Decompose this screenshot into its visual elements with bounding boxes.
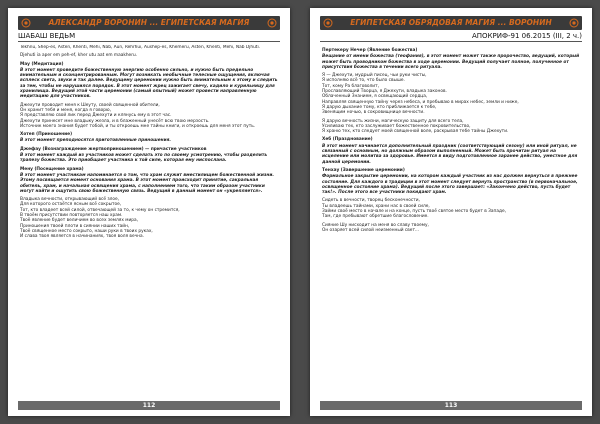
verse-line: Я исполняю всё то, что было свыше. <box>322 78 405 84</box>
verse-line: Облаченный Знанием, я освещающий сердца, <box>322 94 428 100</box>
ornament-icon <box>569 18 579 28</box>
verse-line: Я представляю свой лик перед Джехути и клянусь ему в этот час. <box>20 113 172 119</box>
ornament-icon <box>267 18 277 28</box>
verse-line: Сияние Шу нисходит на меня во славу твоему, <box>322 222 429 228</box>
verse-block <box>322 198 580 219</box>
instruction-paragraph: В этот момент участникам напоминается о том, что храм служит вместилищем божественной жизни. Этому посвящается момент основания храма. В этот момент происходит принятие, сакральная обитель, храм, и начальная освящения храма, с наполнением того, что таким образом участники могут найти и ощутить свою божественную связь. Ведущий в данный момент он «укрепляется». <box>20 172 275 194</box>
verse-line: Он озаряет всей силой неизменный свет... <box>322 227 420 233</box>
verse-line: В твоём присутствии повторяется наш храм. <box>20 213 123 219</box>
verse-line: Я — Джехути, мудрый писец, чьи руки чисты, <box>322 73 427 79</box>
section-heading: Тенхау (Завершение церемонии) <box>322 167 405 173</box>
instruction-paragraph: В этот момент каждый из участников может сделать это по своему усмотрению, чтобы разделить трапезу божества. Это приобщает участника к той силе, которая ему ниспослана. <box>20 153 268 164</box>
section-heading: Хеб (Празднование) <box>322 137 373 143</box>
verse-line: Джехути проводит меня к Шеуту, своей священной обители, <box>20 102 160 108</box>
verse-line: Он хранит тебя и меня, когда я говорю, <box>20 107 112 113</box>
verse-line: Тот, кому Ра благоволит, <box>322 83 379 89</box>
verse-line: И слава твоя является в начинаниях, твоя воля вечна. <box>20 234 144 240</box>
right-page <box>310 8 592 416</box>
verse-line: Для которого остаётся ясным всё сокрытое, <box>20 202 122 208</box>
verse-line: Я дарую дыхание тому, кто приближается к тебе, <box>322 104 437 110</box>
verse-line: Прославляющий Творца, я Джехути, владыка законов. <box>322 89 447 95</box>
verse-line: Я храню тех, кто следует моей священной воле, раскрывая тебе тайны Джехути. <box>322 129 509 135</box>
page-number-footer: 112 <box>18 401 280 410</box>
verse-line: Тот, кто владеет всей силой, отвечающей за то, к чему он стремится, <box>20 207 180 213</box>
left-page <box>8 8 290 416</box>
text-paragraph: Tekhnu, Shep-es, Asten, Khenti, Mehi, Nab, Aun, Rehrhui, Aushep-es, Khemeru, Asten, Khenti, Mehi, Nab Djhuti. <box>20 45 261 50</box>
verse-line: Направляя священную тайну через небеса, и пребываю в мирах небес, земли и ниже, <box>322 99 519 105</box>
verse-block <box>322 73 580 115</box>
section-heading: Джефау (Вознаграждение жертвоприношением) — причастие участников <box>20 146 207 152</box>
divider <box>18 41 280 42</box>
verse-block <box>20 197 278 239</box>
instruction-paragraph: В этот момент проведите божественную энергию особенно сильно, и нужно быть предельно внимательным и сконцентрированным. Могут возникать необычные телесные ощущения, включая всплеск света, звуки и так далее. Ведущему церемонии нужно быть внимательным к этому и следить за тем, чтобы не нарушился порядок. В этот момент жрец зажигает свечу, кадило и курильницу для хранилища. Ведущий этой части церемонии (самый опытный) может провести направленную медитацию для участников. <box>20 67 278 100</box>
section-subheader: ШАБАШ ВЕДЬМ <box>18 32 76 40</box>
verse-line: Ты владеешь тайнами, храни нас в своей силе, <box>322 203 430 209</box>
section-heading: Хотеп (Приношение) <box>20 132 73 138</box>
page-header-band <box>320 16 582 30</box>
instruction-paragraph: Вещание от имени божества (теофания), в этот момент может также пророчество, ведущий, который может быть проводником божества в ходе церемонии. Ведущий получает полное, полученное от присутствия божества в течении всего ритуала. <box>322 54 580 70</box>
verse-line: Усиливаю тех, кто заслуживает божественное покровительство, <box>322 123 471 129</box>
page-header-title: АЛЕКСАНДР ВОРОНИН ... ЕГИПЕТСКАЯ МАГИЯ <box>48 18 250 27</box>
instruction-paragraph: Формальное закрытие церемонии, на котором каждый участник из нас должен вернуться в прежнее состояние. Для каждого в традиции в этот момент следует вернуть пространство (в первоначальное, освященное состояние храма). Ведущий после этого завершает: «Закончено действо, пусть будет так!». После этого все участники покидают храм. <box>322 174 578 196</box>
verse-line: Владыка вечности, открывающий всё злое, <box>20 197 120 203</box>
verse-line: Источник моего знания будет тобой, и ты откроешь мне тайны книги, и откроешь для меня этот путь. <box>20 123 256 129</box>
section-heading: Пертекеру Нечер (Явление божества) <box>322 48 418 53</box>
page-number-footer: 113 <box>320 401 582 410</box>
divider <box>320 41 582 42</box>
verse-line: Джехути принесет мне владыку жезла, и в блаженный унесёт всю твою мерзость. <box>20 118 210 124</box>
verse-line: Твоё явление будет величием во всех землях мира, <box>20 218 139 224</box>
verse-line: Займи своё место в начале и на конце, пусть твоё святое место будет в Западе, <box>322 209 506 215</box>
verse-block <box>20 103 278 129</box>
verse-block <box>322 119 580 135</box>
verse-line: Приношения твоей плоти в сиянии наших тайн, <box>20 223 130 229</box>
section-heading: Мау (Медитация) <box>20 61 64 67</box>
page-body <box>20 45 278 396</box>
verse-line: Сидеть в вечности, творец бесконечности, <box>322 198 420 204</box>
verse-line: Там, где пребывают обретшие благословение. <box>322 214 429 220</box>
section-subheader: АПОКРИФ-91 06.2015 (III, 2 ч.) <box>472 32 582 40</box>
verse-line: Твоё священное место сокрыто, наши руки в твоих руках, <box>20 228 153 234</box>
verse-block <box>322 223 580 234</box>
instruction-paragraph: В этот момент начинается дополнительный праздник (соответствующий сезону) или иной ритуал, не связанный с основным, но должным образом выполненный. Может быть прочитан ритуал на исцеление или молитва за здоровье. Имеется в виду подготовленное заранее действо, уместное для данной церемонии. <box>322 143 578 165</box>
text-paragraph: Djehuti ia aper em peh-ef, kher utu aat em maakheru. <box>20 53 138 59</box>
page-body <box>322 45 580 396</box>
verse-line: Я дарую вечность жизни, магическую защиту для всего тела, <box>322 118 464 124</box>
ornament-icon <box>323 18 333 28</box>
verse-line: Звенящим ночью, в сокровищнице вечности. <box>322 110 425 116</box>
page-header-band <box>18 16 280 30</box>
ornament-icon <box>21 18 31 28</box>
section-heading: Менy (Посещение храма) <box>20 166 84 172</box>
instruction-paragraph: В этот момент преподносятся приготовленные приношения. <box>20 138 171 144</box>
page-header-title: ЕГИПЕТСКАЯ ОБРЯДОВАЯ МАГИЯ ... ВОРОНИН <box>350 18 552 27</box>
